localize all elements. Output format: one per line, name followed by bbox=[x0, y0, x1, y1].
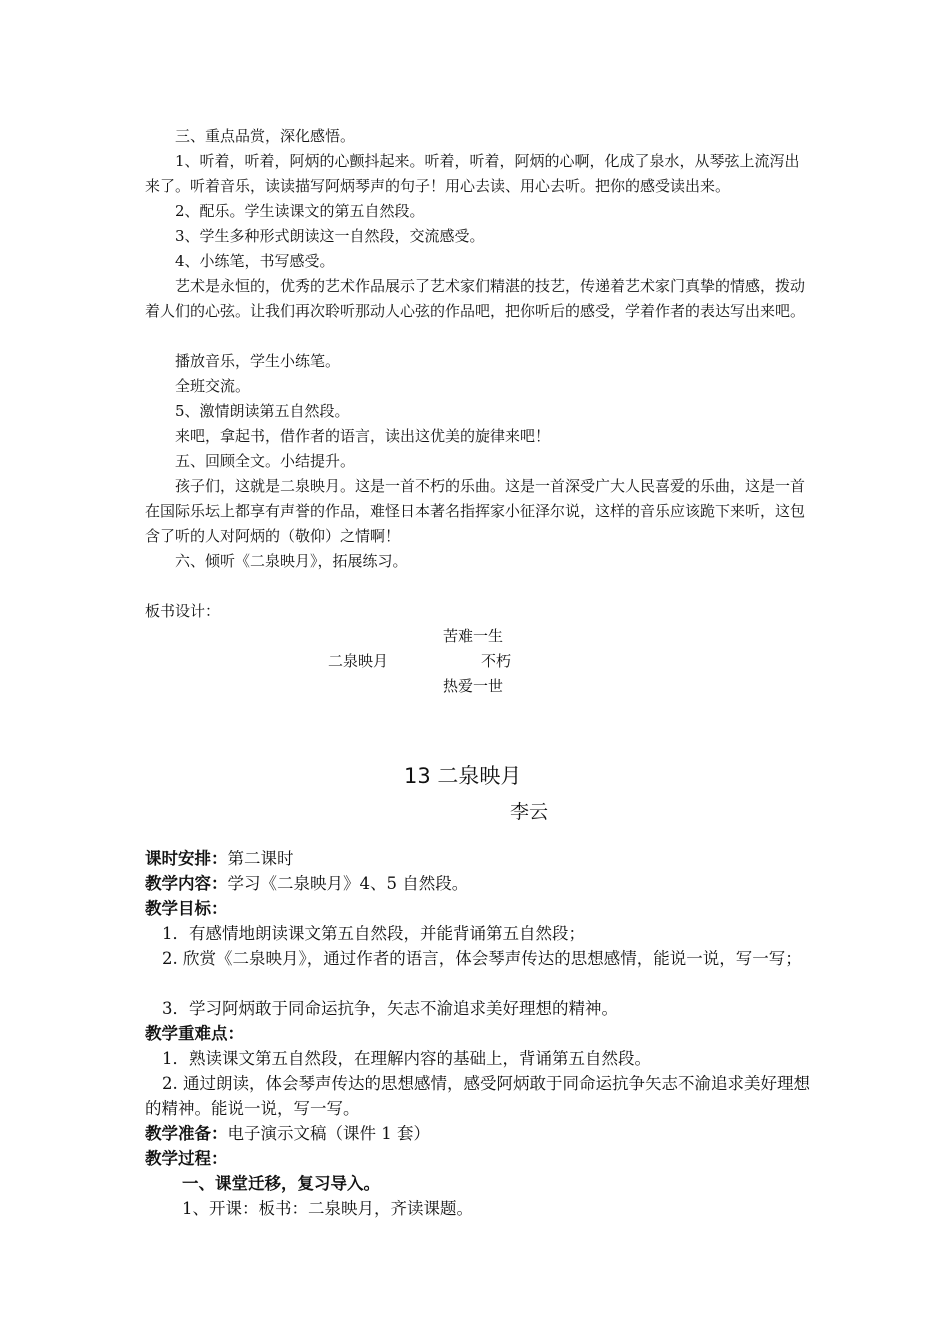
step1-item: 1、开课：板书：二泉映月，齐读课题。 bbox=[182, 1199, 473, 1218]
content-row bbox=[145, 871, 810, 896]
prep-value: 电子演示文稿（课件 1 套） bbox=[227, 1124, 430, 1143]
paragraph-summary: 孩子们，这就是二泉映月。这是一首不朽的乐曲。这是一首深受广大人民喜爱的乐曲，这是一首在国际乐坛上都享有声誉的作品，难怪日本著名指挥家小征泽尔说，这样的音乐应该跪下来听，这包含了听的人对阿炳的（敬仰）之情啊！ bbox=[145, 477, 806, 545]
board-design-label: 板书设计： bbox=[145, 602, 221, 620]
schedule-row bbox=[145, 846, 810, 871]
paragraph-art-eternal: 艺术是永恒的，优秀的艺术作品展示了艺术家们精湛的技艺，传递着艺术家门真挚的情感，拨动着人们的心弦。让我们再次聆听那动人心弦的作品吧，把你听后的感受，学着作者的表达写出来吧。 bbox=[145, 277, 806, 320]
board-bottom: 热爱一世 bbox=[443, 677, 504, 695]
key-point-item: 2. 通过朗读，体会琴声传达的思想感情，感受阿炳敢于同命运抗争矢志不渝追求美好理想的精神。能说一说，写一写。 bbox=[145, 1074, 810, 1118]
goals-label: 教学目标： bbox=[145, 899, 228, 918]
paragraph-writing-practice: 4、小练笔，书写感受。 bbox=[175, 252, 335, 270]
step1-heading: 一、课堂迁移，复习导入。 bbox=[182, 1174, 380, 1193]
board-right: 不朽 bbox=[481, 652, 512, 670]
schedule-value: 第二课时 bbox=[227, 849, 294, 868]
section-heading-5: 五、回顾全文。小结提升。 bbox=[175, 452, 356, 470]
key-points-label: 教学重难点： bbox=[145, 1024, 244, 1043]
goal-item: 2. 欣赏《二泉映月》，通过作者的语言，体会琴声传达的思想感情，能说一说，写一写； bbox=[162, 949, 802, 968]
key-point-item: 1．熟读课文第五自然段，在理解内容的基础上，背诵第五自然段。 bbox=[162, 1049, 651, 1068]
paragraph-passionate-reading: 5、激情朗读第五自然段。 bbox=[175, 402, 350, 420]
lesson-title: 13 二泉映月 bbox=[404, 764, 522, 788]
prep-row bbox=[145, 1121, 810, 1146]
section-heading-3: 三、重点品赏，深化感悟。 bbox=[175, 127, 356, 145]
goal-item: 1．有感情地朗读课文第五自然段，并能背诵第五自然段； bbox=[162, 924, 585, 943]
lesson-author: 李云 bbox=[510, 801, 549, 823]
paragraph-music-reading: 2、配乐。学生读课文的第五自然段。 bbox=[175, 202, 425, 220]
content-label: 教学内容： bbox=[145, 874, 228, 893]
paragraph-pick-up-book: 来吧，拿起书，借作者的语言，读出这优美的旋律来吧！ bbox=[175, 427, 551, 445]
prep-label: 教学准备： bbox=[145, 1124, 228, 1143]
goal-item: 3．学习阿炳敢于同命运抗争，矢志不渝追求美好理想的精神。 bbox=[162, 999, 618, 1018]
schedule-label: 课时安排： bbox=[145, 849, 228, 868]
paragraph-listening: 1、听着，听着，阿炳的心颤抖起来。听着，听着，阿炳的心啊，化成了泉水，从琴弦上流泻出来了。听着音乐，读读描写阿炳琴声的句子！用心去读、用心去听。把你的感受读出来。 bbox=[145, 152, 800, 195]
paragraph-class-exchange: 全班交流。 bbox=[175, 377, 251, 395]
paragraph-various-reading: 3、学生多种形式朗读这一自然段，交流感受。 bbox=[175, 227, 485, 245]
board-left: 二泉映月 bbox=[328, 652, 389, 670]
section-heading-6: 六、倾听《二泉映月》，拓展练习。 bbox=[175, 552, 408, 570]
process-label: 教学过程： bbox=[145, 1149, 228, 1168]
paragraph-play-music: 播放音乐，学生小练笔。 bbox=[175, 352, 341, 370]
board-top: 苦难一生 bbox=[443, 627, 504, 645]
content-value: 学习《二泉映月》4、5 自然段。 bbox=[227, 874, 469, 893]
